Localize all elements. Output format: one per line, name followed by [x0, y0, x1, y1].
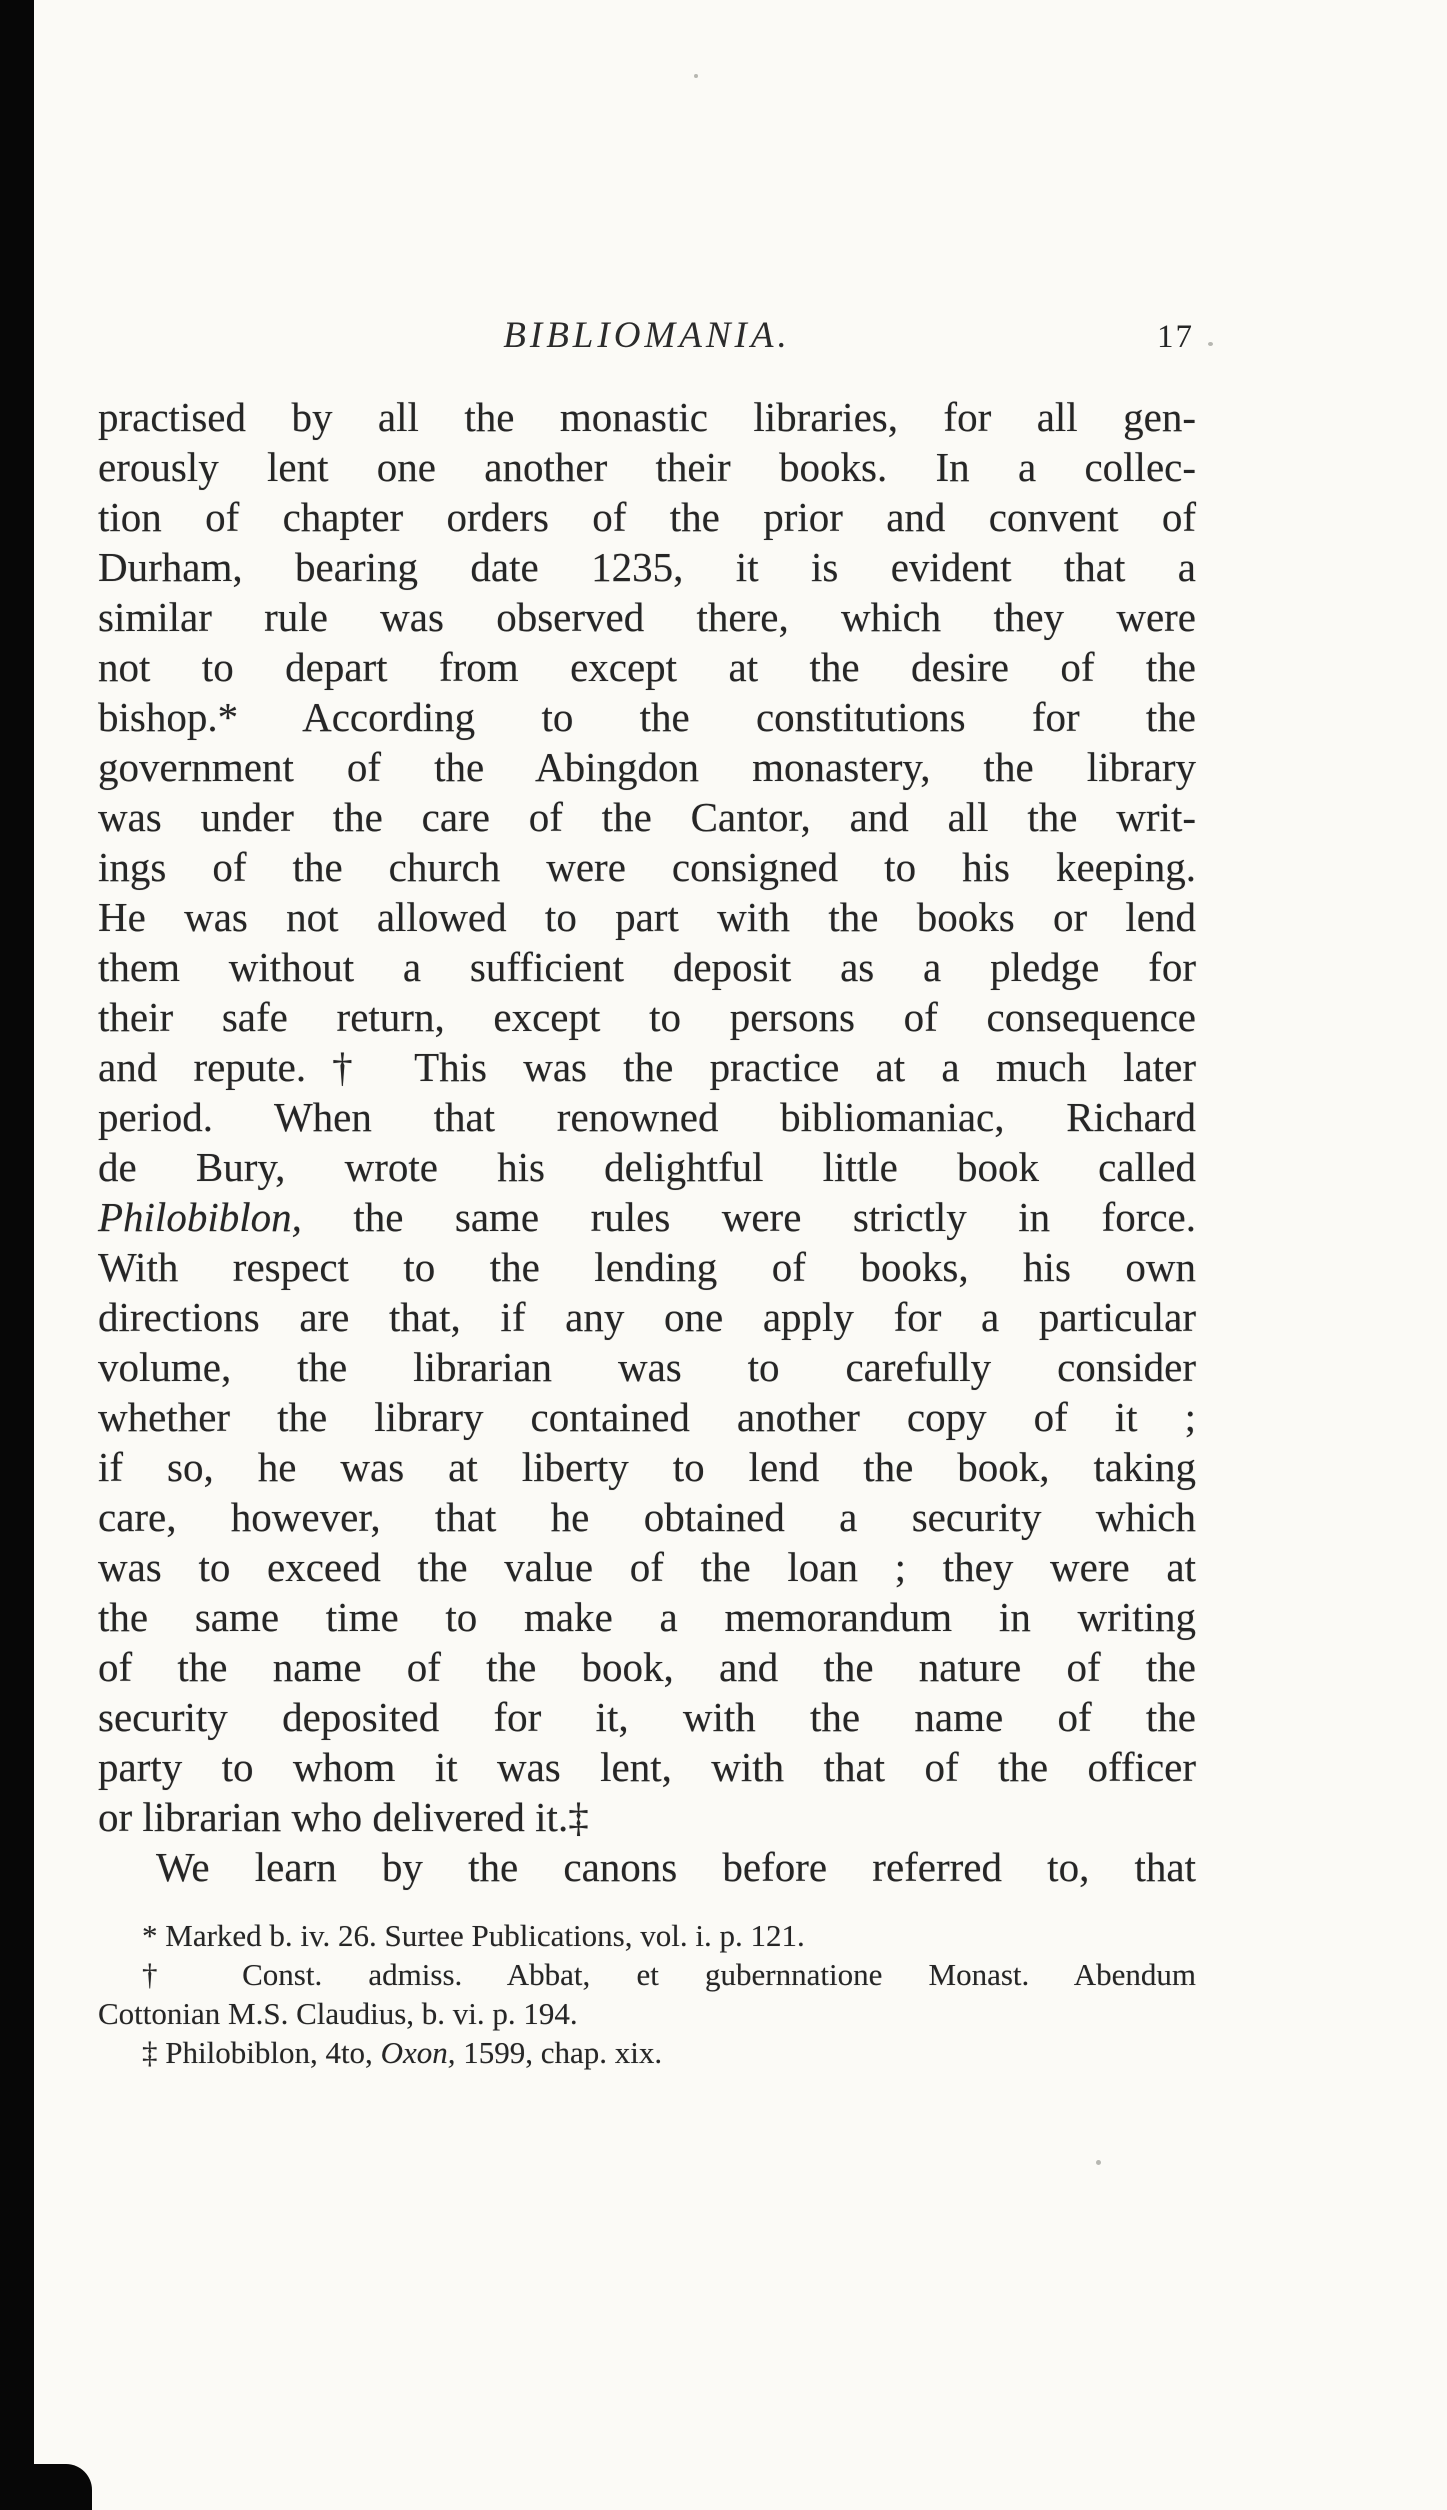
- text-segment: the same rules were strictly in force.: [301, 1194, 1196, 1240]
- text-segment: directions are that, if any one apply for a particular: [98, 1294, 1196, 1340]
- text-line: [98, 1442, 1196, 1492]
- text-line: [98, 742, 1196, 792]
- text-line: [98, 1092, 1196, 1142]
- text-line: [98, 1692, 1196, 1742]
- scan-corner-mark: [0, 2464, 92, 2510]
- text-segment: care, however, that he obtained a security which: [98, 1494, 1196, 1540]
- body-text: [98, 392, 1196, 1892]
- text-segment: volume, the librarian was to carefully consider: [98, 1344, 1196, 1390]
- text-segment: † Const. admiss. Abbat, et gubernnatione Monast. Abendum: [142, 1957, 1196, 1992]
- text-line: [98, 1042, 1196, 1092]
- page-title: BIBLIOMANIA.: [503, 315, 791, 356]
- italic-text-segment: Oxon,: [380, 2035, 456, 2070]
- text-line: [98, 1792, 1196, 1842]
- text-segment: Cottonian M.S. Claudius, b. vi. p. 194.: [98, 1996, 578, 2031]
- text-segment: With respect to the lending of books, his own: [98, 1244, 1196, 1290]
- text-line: [98, 942, 1196, 992]
- text-line: [98, 1542, 1196, 1592]
- text-segment: was to exceed the value of the loan ; they were at: [98, 1544, 1196, 1590]
- text-line: [98, 692, 1196, 742]
- text-segment: them without a sufficient deposit as a pledge for: [98, 944, 1196, 990]
- text-segment: ‡ Philobiblon, 4to,: [142, 2035, 381, 2070]
- scan-speck: [1208, 342, 1213, 346]
- text-segment: not to depart from except at the desire of the: [98, 644, 1196, 690]
- text-segment: government of the Abingdon monastery, the library: [98, 744, 1196, 790]
- page-number: 17: [1157, 319, 1194, 355]
- text-line: [98, 1742, 1196, 1792]
- text-segment: bishop.* According to the constitutions for the: [98, 694, 1196, 740]
- text-segment: if so, he was at liberty to lend the book, taking: [98, 1444, 1196, 1490]
- text-segment: the same time to make a memorandum in writing: [98, 1594, 1196, 1640]
- footnote-line: [98, 2033, 1196, 2072]
- text-segment: He was not allowed to part with the books or lend: [98, 894, 1196, 940]
- text-segment: erously lent one another their books. In a collec-: [98, 444, 1196, 490]
- text-segment: similar rule was observed there, which they were: [98, 594, 1196, 640]
- text-line: [98, 592, 1196, 642]
- scan-gutter-bar: [0, 0, 34, 2510]
- text-segment: * Marked b. iv. 26. Surtee Publications, vol. i. p. 121.: [142, 1918, 805, 1953]
- text-segment: security deposited for it, with the name of the: [98, 1694, 1196, 1740]
- footnote-line: [98, 1955, 1196, 1994]
- text-line: [98, 442, 1196, 492]
- text-line: [98, 1192, 1196, 1242]
- text-line: [98, 1342, 1196, 1392]
- text-line: [98, 1842, 1196, 1892]
- text-segment: period. When that renowned bibliomaniac, Richard: [98, 1094, 1196, 1140]
- text-segment: was under the care of the Cantor, and all the writ-: [98, 794, 1196, 840]
- text-segment: 1599, chap. xix.: [455, 2035, 663, 2070]
- text-line: [98, 1642, 1196, 1692]
- scan-speck: [1096, 2160, 1101, 2165]
- text-segment: or librarian who delivered it.‡: [98, 1794, 589, 1840]
- text-line: [98, 1292, 1196, 1342]
- footnotes: [98, 1916, 1196, 2072]
- text-line: [98, 1392, 1196, 1442]
- footnote-line: [98, 1994, 1196, 2033]
- text-line: [98, 842, 1196, 892]
- text-segment: practised by all the monastic libraries, for all gen-: [98, 394, 1196, 440]
- text-line: [98, 892, 1196, 942]
- text-line: [98, 542, 1196, 592]
- footnote-line: [98, 1916, 1196, 1955]
- text-segment: and repute.† This was the practice at a much later: [98, 1044, 1196, 1090]
- text-segment: ings of the church were consigned to his keeping.: [98, 844, 1196, 890]
- text-line: [98, 492, 1196, 542]
- text-line: [98, 642, 1196, 692]
- text-line: [98, 1592, 1196, 1642]
- running-header: [98, 314, 1196, 368]
- text-line: [98, 992, 1196, 1042]
- text-segment: de Bury, wrote his delightful little book called: [98, 1144, 1196, 1190]
- text-segment: We learn by the canons before referred to, that: [156, 1844, 1196, 1890]
- text-line: [98, 1242, 1196, 1292]
- text-segment: party to whom it was lent, with that of the officer: [98, 1744, 1196, 1790]
- text-segment: whether the library contained another copy of it ;: [98, 1394, 1196, 1440]
- text-segment: their safe return, except to persons of consequence: [98, 994, 1196, 1040]
- text-line: [98, 1142, 1196, 1192]
- text-segment: Durham, bearing date 1235, it is evident that a: [98, 544, 1196, 590]
- text-segment: tion of chapter orders of the prior and convent of: [98, 494, 1196, 540]
- text-segment: of the name of the book, and the nature of the: [98, 1644, 1196, 1690]
- text-line: [98, 392, 1196, 442]
- text-line: [98, 792, 1196, 842]
- scan-speck: [694, 74, 698, 78]
- text-line: [98, 1492, 1196, 1542]
- italic-text-segment: Philobiblon,: [98, 1194, 302, 1240]
